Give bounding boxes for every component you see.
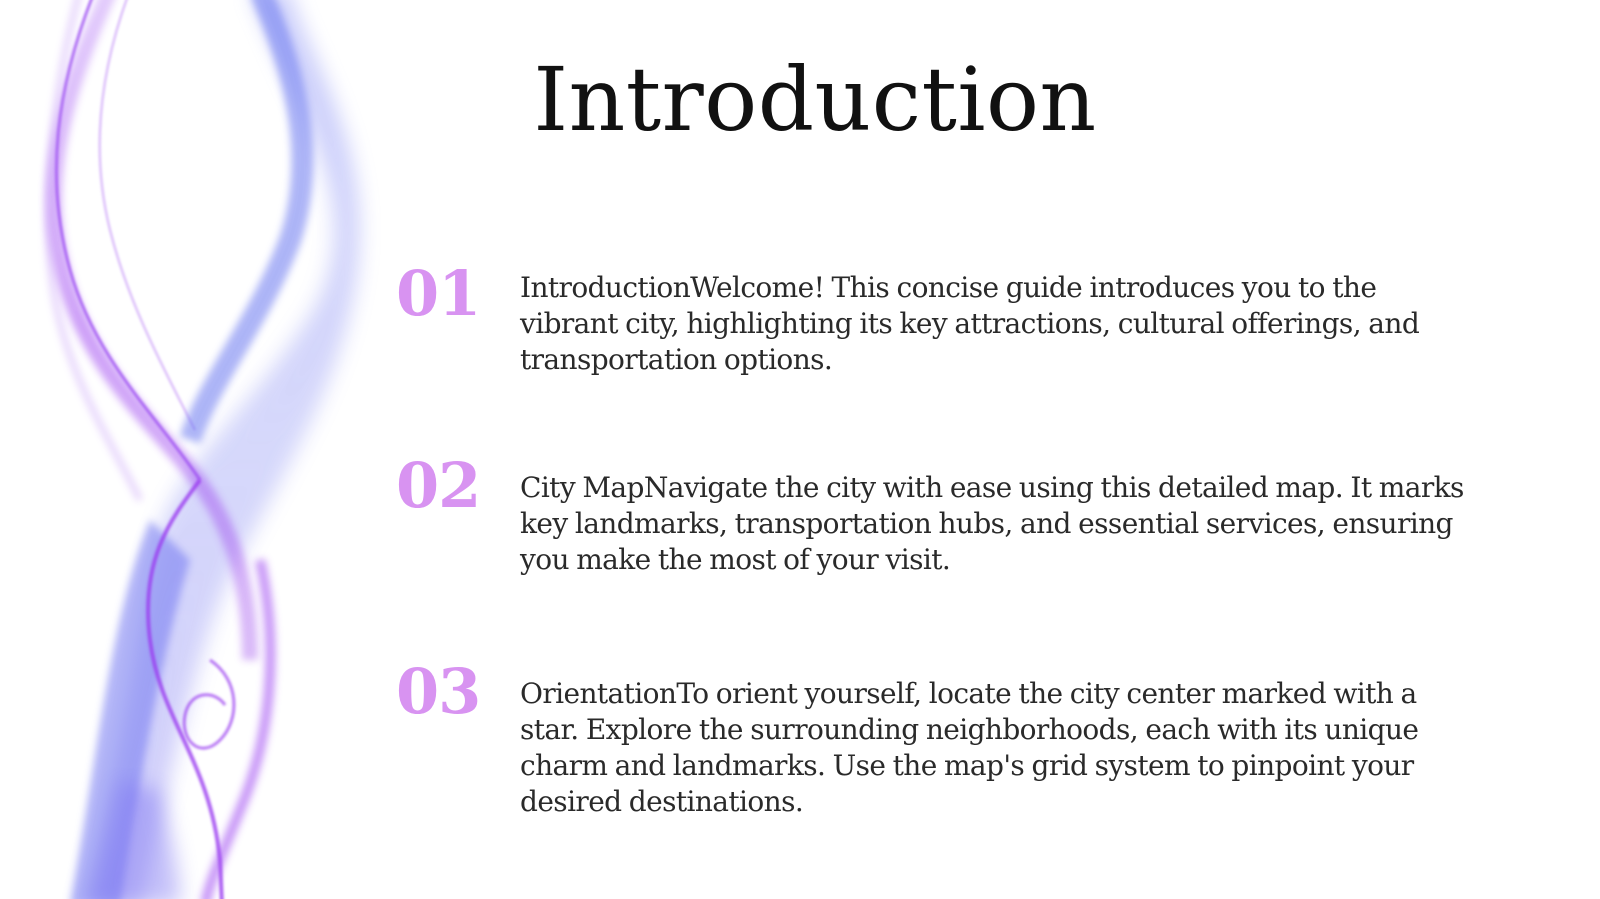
list-item (396, 257, 1496, 412)
item-number: 01 (396, 257, 481, 330)
item-number: 03 (396, 655, 481, 728)
slide-title: Introduction (533, 48, 1097, 151)
item-text: OrientationTo orient yourself, locate the city center marked with a star. Explore the surrounding neighborhoods, each with its unique charm and landmarks. Use the map's grid system to pinpoint your desired destinations. (520, 677, 1419, 818)
purple-smoke-decoration (0, 0, 420, 899)
item-number: 02 (396, 449, 481, 522)
list-item (396, 655, 1496, 818)
item-text: City MapNavigate the city with ease using this detailed map. It marks key landmarks, transportation hubs, and essential services, ensuring you make the most of your visit. (520, 471, 1464, 576)
item-text: IntroductionWelcome! This concise guide introduces you to the vibrant city, highlighting its key attractions, cultural offerings, and transportation options. (520, 271, 1420, 376)
list-item (396, 449, 1496, 604)
